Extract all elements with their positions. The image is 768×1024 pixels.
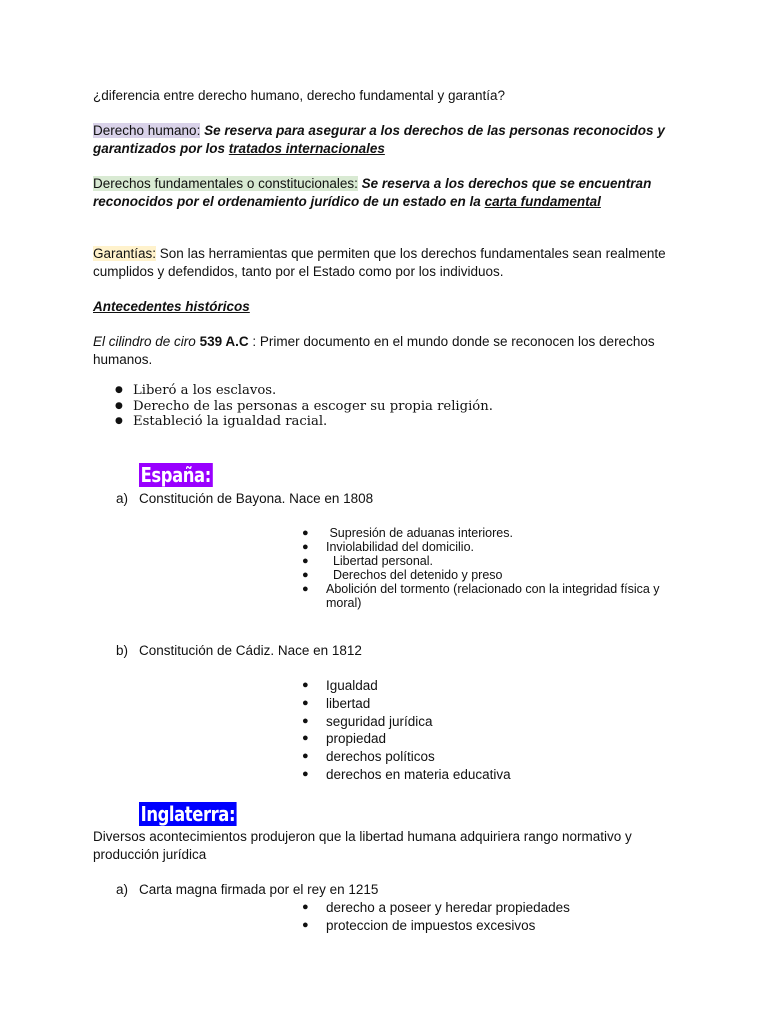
definition-link-text: carta fundamental <box>484 194 601 209</box>
list-item-text: derecho a poseer y heredar propiedades <box>326 900 570 915</box>
espana-item-a <box>116 490 716 508</box>
definition-derecho-humano <box>93 122 683 158</box>
espana-b-bullet-list <box>300 677 680 784</box>
list-item <box>300 713 680 731</box>
list-item <box>93 383 653 399</box>
cilindro-paragraph <box>93 333 683 369</box>
list-item-text: Supresión de aduanas interiores. <box>326 526 513 540</box>
question-text <box>93 87 683 105</box>
section-heading-antecedentes <box>93 298 683 316</box>
list-item <box>300 526 680 540</box>
section-heading-inglaterra <box>139 802 258 826</box>
list-item <box>300 730 680 748</box>
definition-text: Se reserva para asegurar a los derechos de las personas reconocidos y garantizados por los <box>93 123 665 156</box>
list-item-text: seguridad jurídica <box>326 713 433 729</box>
list-marker: b) <box>116 643 129 658</box>
list-item <box>300 917 680 935</box>
definition-derechos-fundamentales <box>93 175 683 211</box>
list-item <box>300 540 680 554</box>
list-item-text: Derecho de las personas a escoger su propia religión. <box>133 398 493 414</box>
bullet-icon: ● <box>302 569 309 581</box>
heading-text: Antecedentes históricos <box>93 299 250 314</box>
cilindro-text: : Primer documento en el mundo donde se reconocen los derechos humanos. <box>93 334 655 367</box>
bullet-icon: ● <box>302 541 309 553</box>
bullet-icon: ● <box>302 714 309 727</box>
list-item <box>300 554 680 568</box>
list-item <box>300 899 680 917</box>
section-heading-espana <box>139 463 229 487</box>
list-item <box>300 766 680 784</box>
list-item-text: Carta magna firmada por el rey en 1215 <box>139 882 379 897</box>
bullet-icon: ● <box>302 918 309 931</box>
list-item-text: proteccion de impuestos excesivos <box>326 917 536 933</box>
cilindro-date: 539 A.C <box>199 334 249 349</box>
bullet-icon: ● <box>115 416 123 426</box>
list-item-text: derechos en materia educativa <box>326 766 511 782</box>
list-item-text: Constitución de Bayona. Nace en 1808 <box>139 491 374 506</box>
term-label: Garantías: <box>93 246 157 261</box>
bullet-icon: ● <box>115 400 123 411</box>
bullet-icon: ● <box>302 696 309 709</box>
cilindro-bullet-list <box>93 383 653 430</box>
bullet-icon: ● <box>302 555 309 567</box>
inglaterra-intro <box>93 828 693 864</box>
term-label: Derecho humano: <box>93 123 201 138</box>
list-marker: a) <box>116 882 129 897</box>
list-item <box>300 695 680 713</box>
bullet-icon: ● <box>302 767 309 780</box>
bullet-icon: ● <box>302 732 309 745</box>
list-item <box>93 414 653 430</box>
list-item <box>300 568 680 582</box>
espana-a-bullet-list <box>300 526 680 610</box>
bullet-icon: ● <box>302 583 309 595</box>
list-item <box>300 677 680 695</box>
definition-text: Se reserva a los derechos que se encuentran reconocidos por el ordenamiento jurídico de un estado en la <box>93 176 652 209</box>
definition-garantias <box>93 245 683 281</box>
definition-link-text: tratados internacionales <box>228 141 385 156</box>
list-item <box>300 582 680 610</box>
list-item <box>300 748 680 766</box>
question-line: ¿diferencia entre derecho humano, derecho fundamental y garantía? <box>93 88 506 103</box>
list-item-text: propiedad <box>326 731 387 747</box>
cilindro-italic: El cilindro de ciro <box>93 334 196 349</box>
list-item-text: Libertad personal. <box>326 554 434 568</box>
list-item-text: Inviolabilidad del domicilio. <box>326 540 474 554</box>
heading-text: España: <box>140 463 211 487</box>
heading-text: Inglaterra: <box>140 802 236 826</box>
inglaterra-item-a <box>116 881 716 899</box>
list-item-text: Derechos del detenido y preso <box>326 568 503 582</box>
term-label: Derechos fundamentales o constitucionales: <box>93 176 358 191</box>
list-item-text: Igualdad <box>326 678 378 693</box>
list-item-text: libertad <box>326 695 371 711</box>
list-marker: a) <box>116 491 129 506</box>
list-item-text: Estableció la igualdad racial. <box>133 414 328 429</box>
bullet-icon: ● <box>302 901 309 913</box>
list-item-text: Abolición del tormento (relacionado con la integridad física y moral) <box>326 582 660 610</box>
bullet-icon: ● <box>302 679 309 691</box>
inglaterra-a-bullet-list <box>300 899 680 935</box>
bullet-icon: ● <box>115 385 123 395</box>
list-item-text: Constitución de Cádiz. Nace en 1812 <box>139 643 362 658</box>
paragraph-text: Diversos acontecimientos produjeron que la libertad humana adquiriera rango normativo y producción jurídica <box>93 829 632 862</box>
bullet-icon: ● <box>302 527 309 539</box>
espana-item-b <box>116 642 716 660</box>
list-item-text: Liberó a los esclavos. <box>133 383 277 398</box>
definition-text: Son las herramientas que permiten que los derechos fundamentales sean realmente cumplidos y defendidos, tanto por el Estado como por los individuos. <box>93 246 666 279</box>
bullet-icon: ● <box>302 750 309 763</box>
list-item <box>93 399 653 415</box>
list-item-text: derechos políticos <box>326 749 435 765</box>
